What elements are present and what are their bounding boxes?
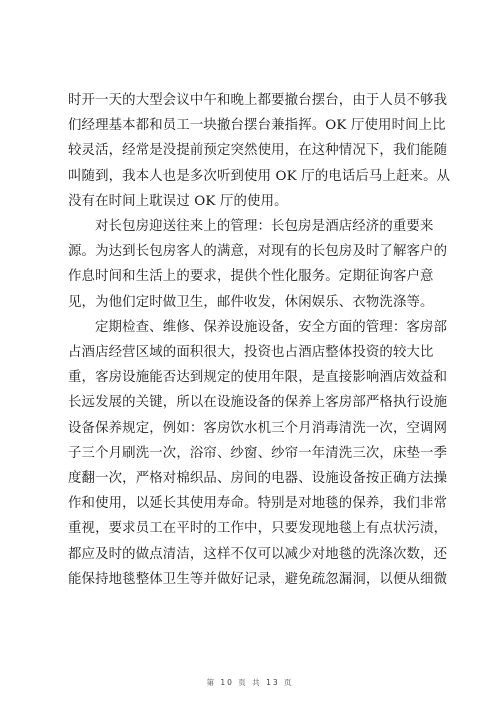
text-line: 占酒店经营区域的面积很大，投资也占酒店整体投资的较大比 xyxy=(68,345,434,361)
text-line: 重，客房设施能否达到规定的使用年限，是直接影响酒店效益和 xyxy=(68,370,448,386)
text-line: 们经理基本都和员工一块撤台摆台兼指挥。OK 厅使用时间上比 xyxy=(68,118,446,134)
text-line: 长远发展的关键，所以在设施设备的保养上客房部严格执行设施 xyxy=(68,395,448,411)
text-line: 较灵活，经常是没提前预定突然使用，在这种情况下，我们能随 xyxy=(68,143,448,159)
paragraph-maintenance xyxy=(68,315,448,592)
text-line: 叫随到，我本人也是多次听到使用 OK 厅的电话后马上赶来。从 xyxy=(68,168,451,184)
text-line: 定期检查、维修、保养设施设备，安全方面的管理：客房部 xyxy=(95,319,448,335)
text-line: 子三个月刷洗一次，浴帘、纱窗、纱帘一年清洗三次，床垫一季 xyxy=(68,445,448,461)
document-body xyxy=(68,88,451,592)
text-line: 作和使用，以延长其使用寿命。特别是对地毯的保养，我们非常 xyxy=(68,496,448,512)
text-line: 作息时间和生活上的要求，提供个性化服务。定期征询客户意 xyxy=(68,269,434,285)
paragraph-ok-hall xyxy=(68,88,451,214)
page-number-footer: 第 10 页 共 13 页 xyxy=(206,678,294,687)
text-line: 源。为达到长包房客人的满意，对现有的长包房及时了解客户的 xyxy=(68,244,448,260)
text-line: 设备保养规定，例如：客房饮水机三个月消毒清洗一次，空调网 xyxy=(68,420,448,436)
text-line: 见，为他们定时做卫生，邮件收发，休闲娱乐、衣物洗涤等。 xyxy=(68,294,434,310)
text-line: 度翻一次，严格对棉织品、房间的电器、设施设备按正确方法操 xyxy=(68,471,448,487)
text-line: 时开一天的大型会议中午和晚上都要撤台摆台，由于人员不够我 xyxy=(68,93,448,108)
text-line: 重视，要求员工在平时的工作中，只要发现地毯上有点状污渍， xyxy=(68,521,448,537)
text-line: 都应及时的做点清洁，这样不仅可以减少对地毯的洗涤次数，还 xyxy=(68,546,448,562)
paragraph-long-stay-rooms xyxy=(68,214,448,315)
text-line: 没有在时间上耽误过 OK 厅的使用。 xyxy=(68,193,288,209)
text-line: 能保持地毯整体卫生等并做好记录，避免疏忽漏洞，以便从细微 xyxy=(68,571,448,587)
text-line: 对长包房迎送往来上的管理：长包房是酒店经济的重要来 xyxy=(95,219,434,235)
